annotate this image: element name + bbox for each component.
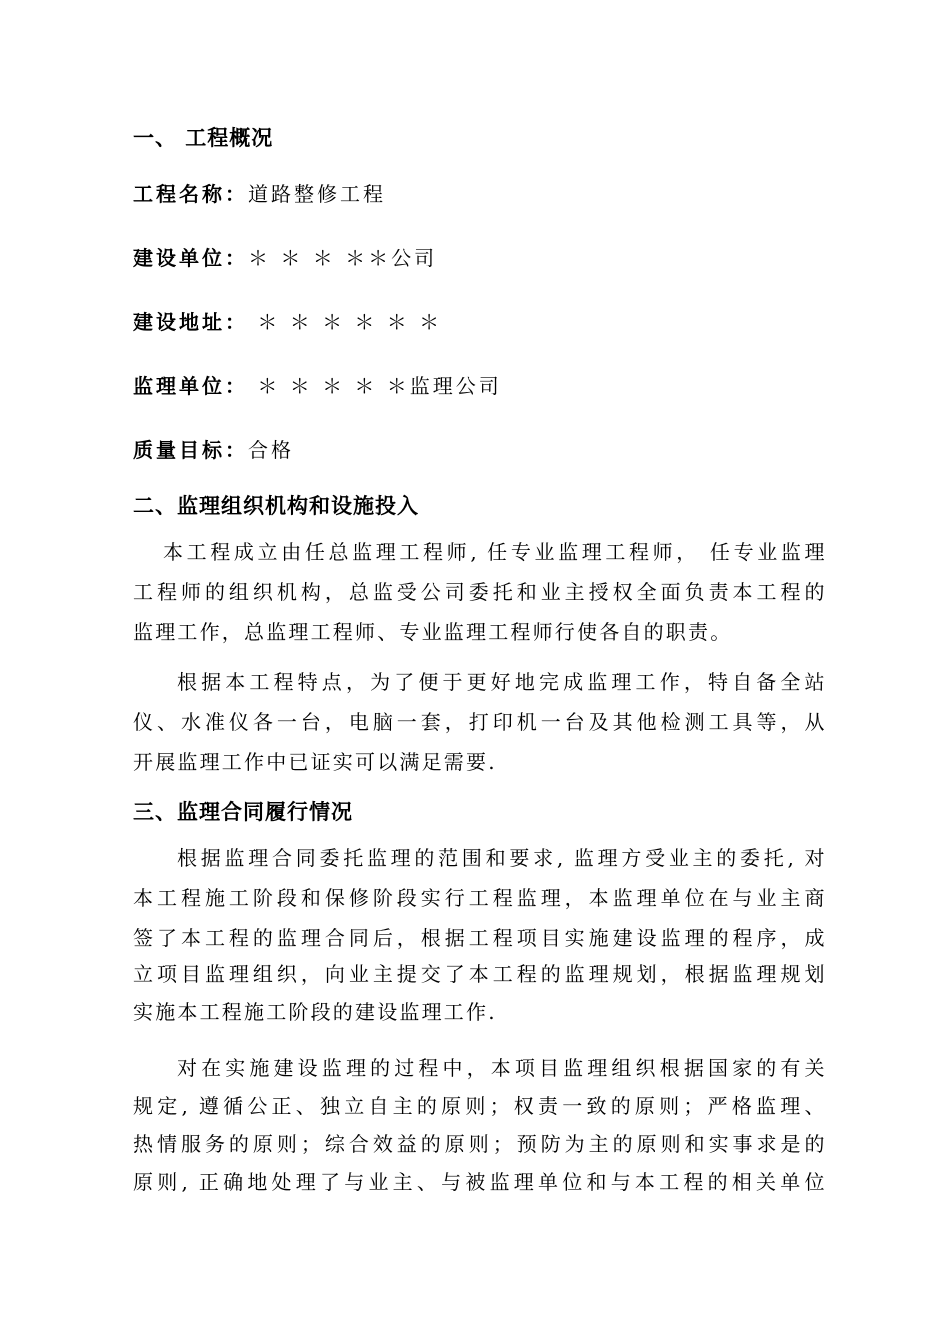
field-owner-address [133,312,442,332]
field-label: 监理单位： [133,374,248,398]
section-2-heading: 二、监理组织机构和设施投入 [133,494,419,518]
field-label: 质量目标： [133,438,248,462]
field-value: ＊ ＊ ＊ ＊ ＊监理公司 [248,374,502,398]
paragraph-line: 仪、水准仪各一台，电脑一套，打印机一台及其他检测工具等，从 [133,710,825,734]
paragraph-line: 开展监理工作中已证实可以满足需要. [133,750,497,774]
field-label: 建设单位： [133,246,248,270]
paragraph-line: 本工程施工阶段和保修阶段实行工程监理，本监理单位在与业主商 [133,886,825,910]
paragraph-line: 热情服务的原则；综合效益的原则；预防为主的原则和实事求是的 [133,1132,825,1156]
section-3-heading: 三、监理合同履行情况 [133,800,353,824]
field-value: 合格 [248,438,294,462]
field-value: 道路整修工程 [248,182,386,206]
paragraph-line: 原则, 正确地处理了与业主、与被监理单位和与本工程的相关单位 [133,1170,825,1194]
field-supervision-unit [133,376,502,396]
paragraph-line: 工程师的组织机构，总监受公司委托和业主授权全面负责本工程的 [133,580,825,604]
paragraph-line: 根据本工程特点，为了便于更好地完成监理工作，特自备全站 [177,670,825,694]
paragraph-line: 本工程成立由任总监理工程师, 任专业监理工程师， 任专业监理 [163,540,825,564]
field-quality-target [133,440,294,460]
field-owner-unit [133,248,437,268]
paragraph-line: 规定, 遵循公正、独立自主的原则；权责一致的原则；严格监理、 [133,1094,825,1118]
paragraph-line: 立项目监理组织，向业主提交了本工程的监理规划，根据监理规划 [133,962,825,986]
field-label: 工程名称： [133,182,248,206]
paragraph-line: 根据监理合同委托监理的范围和要求, 监理方受业主的委托, 对 [177,846,825,870]
section-1-heading: 一、 工程概况 [133,126,274,150]
field-value: ＊ ＊ ＊ ＊＊公司 [248,246,438,270]
field-label: 建设地址： [133,310,248,334]
paragraph-line: 实施本工程施工阶段的建设监理工作. [133,1000,497,1024]
field-value: ＊ ＊ ＊ ＊ ＊ ＊ [248,310,443,334]
paragraph-line: 对在实施建设监理的过程中，本项目监理组织根据国家的有关 [177,1056,825,1080]
paragraph-line: 监理工作，总监理工程师、专业监理工程师行使各自的职责。 [133,620,733,644]
field-project-name [133,184,386,204]
paragraph-line: 签了本工程的监理合同后，根据工程项目实施建设监理的程序，成 [133,926,825,950]
